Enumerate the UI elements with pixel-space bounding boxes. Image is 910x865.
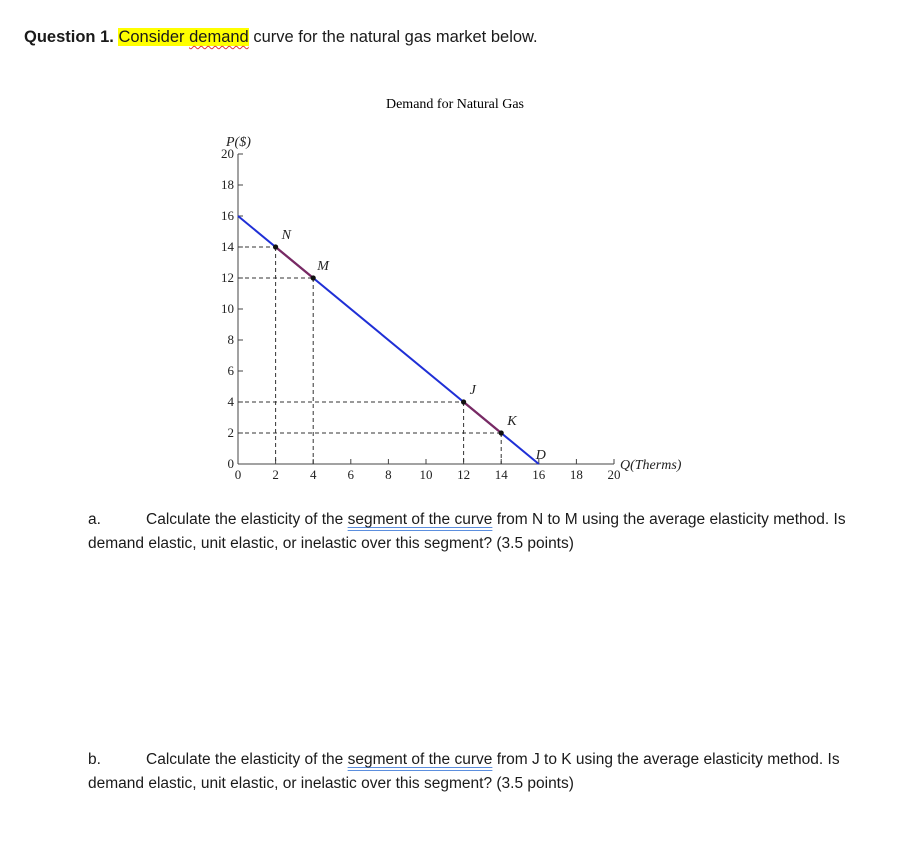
part-a [88, 508, 888, 556]
x-tick-label: 14 [494, 467, 508, 482]
part-b-text-after: from J to K using the average elasticity method. Is demand elastic, unit elastic, or inelastic over this segment? (3.5 points) [88, 751, 840, 792]
point-label-k: K [507, 414, 517, 429]
x-tick-label: 0 [234, 467, 242, 482]
y-tick-label: 2 [227, 425, 234, 440]
x-tick-label: 2 [272, 467, 279, 482]
part-b [88, 748, 888, 796]
y-tick-label: 6 [227, 363, 234, 378]
point-label-n: N [281, 228, 291, 243]
y-axis-label: P($) [226, 135, 251, 150]
part-b-marker: b. [88, 751, 101, 768]
x-tick-label: 4 [309, 467, 317, 482]
x-tick-label: 18 [569, 467, 583, 482]
point-n [273, 244, 278, 249]
y-tick-label: 4 [227, 394, 234, 409]
segment-j-k [464, 402, 502, 433]
point-m [311, 275, 316, 280]
point-label-j: J [469, 383, 476, 398]
curve-label-d: D [535, 448, 546, 463]
question-text: curve for the natural gas market below. [253, 28, 538, 46]
part-a-text-after: from N to M using the average elasticity method. Is demand elastic, unit elastic, or inelastic over this segment? (3.5 points) [88, 511, 846, 552]
point-k [499, 430, 504, 435]
point-label-m: M [317, 259, 329, 274]
x-tick-label: 20 [607, 467, 621, 482]
segment-n-m [276, 247, 314, 278]
x-axis-label: Q(Therms) [620, 458, 682, 473]
y-tick-label: 18 [221, 177, 234, 192]
y-tick-label: 10 [221, 301, 234, 316]
point-j [461, 399, 466, 404]
y-tick-label: 12 [221, 270, 234, 285]
y-tick-label: 0 [227, 456, 234, 471]
x-tick-label: 10 [419, 467, 433, 482]
y-tick-label: 16 [221, 208, 234, 223]
highlighted-word-consider: Consider [118, 28, 185, 46]
y-tick-label: 20 [221, 146, 234, 161]
part-a-marker: a. [88, 511, 101, 528]
x-tick-label: 16 [532, 467, 546, 482]
part-b-text-before: Calculate the elasticity of the [146, 751, 344, 768]
y-tick-label: 8 [227, 332, 234, 347]
y-tick-label: 14 [221, 239, 234, 254]
highlighted-word-demand: demand [189, 28, 249, 46]
x-tick-label: 12 [457, 467, 471, 482]
x-tick-label: 8 [385, 467, 392, 482]
x-tick-label: 6 [347, 467, 355, 482]
part-a-text-before: Calculate the elasticity of the [146, 511, 344, 528]
chart-title: Demand for Natural Gas [385, 97, 525, 112]
question-label: Question 1. [24, 28, 114, 46]
part-a-underlined: segment of the curve [347, 511, 493, 528]
part-b-underlined: segment of the curve [347, 751, 493, 768]
